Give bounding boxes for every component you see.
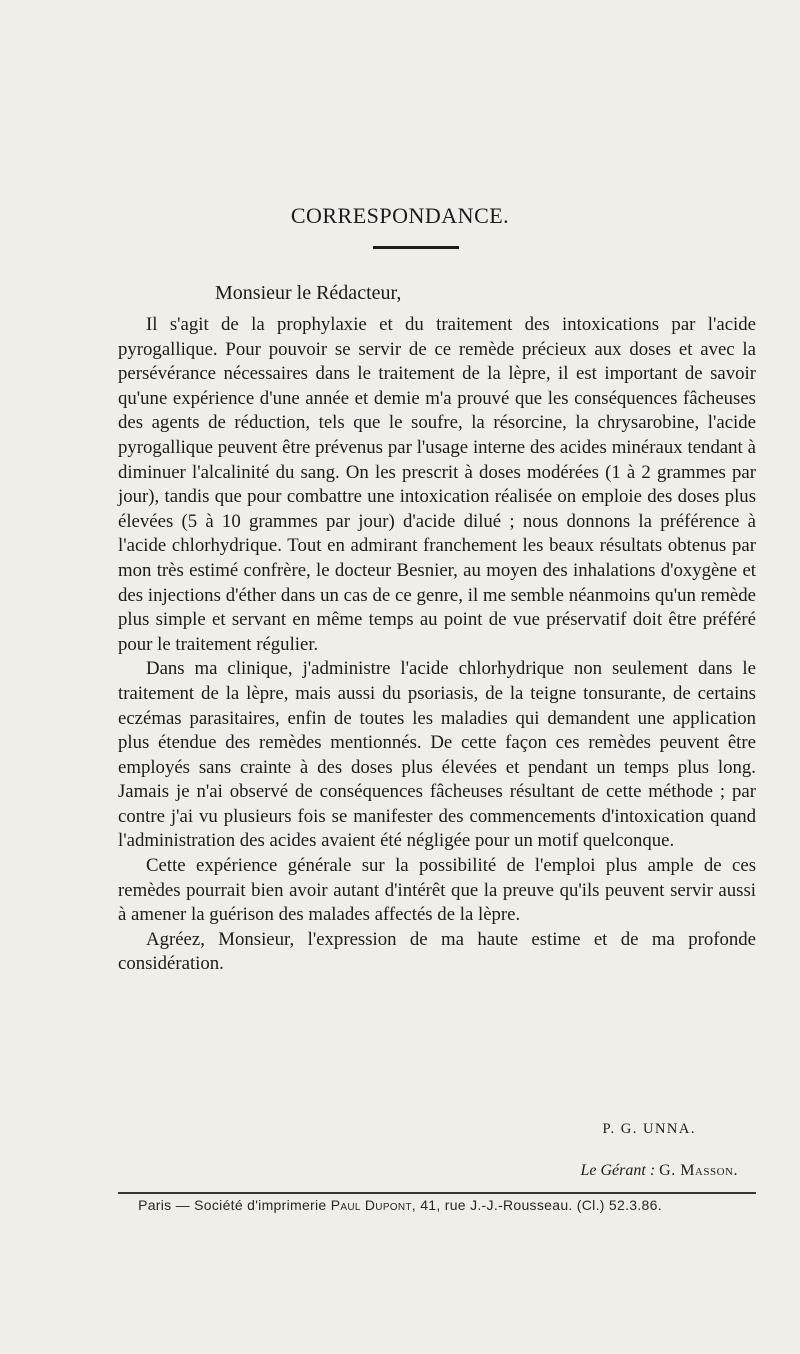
- letter-salutation: Monsieur le Rédacteur,: [215, 282, 402, 304]
- imprint-printer: Paul Dupont,: [330, 1197, 416, 1213]
- letter-paragraph-2: Dans ma clinique, j'administre l'acide chlorhydrique non seulement dans le traitement de la lèpre, mais aussi du psoriasis, de la teigne tonsurante, de certains eczémas parasitaires, enfin de toutes les maladies qui demandent une application plus étendue des remèdes mentionnés. De cette façon ces remèdes peuvent être employés sans crainte à des doses plus élevées et pendant un temps plus long. Jamais je n'ai observé de conséquences fâcheuses résultant de cette méthode ; par contre j'ai vu plusieurs fois se manifester des commencements d'intoxication quand l'administration des acides avaient été négligée pour un motif quelconque.: [118, 658, 756, 852]
- footer-rule: [118, 1192, 756, 1194]
- gerant-name: G. Masson.: [659, 1162, 738, 1179]
- imprint-footer: [0, 1197, 800, 1213]
- page-title: CORRESPONDANCE.: [290, 203, 510, 228]
- letter-paragraph-1: Il s'agit de la prophylaxie et du traitement des intoxications par l'acide pyrogallique. Pour pouvoir se servir de ce remède précieux aux doses et avec la persévérance nécessaires dans le traitement de la lèpre, il est important de savoir qu'une expérience d'une année et demie m'a prouvé que les conséquences fâcheuses des agents de réduction, tels que le soufre, la résorcine, la chrysarobine, l'acide pyrogallique peuvent être prévenus par l'usage interne des acides minéraux tendant à diminuer l'alcalinité du sang. On les prescrit à doses modérées (1 à 2 grammes par jour), tandis que pour combattre une intoxication réalisée on emploie des doses plus élevées (5 à 10 grammes par jour) d'acide dilué ; nous donnons la préférence à l'acide chlorhydrique. Tout en admirant franchement les beaux résultats obtenus par mon très estimé confrère, le docteur Besnier, au moyen des inhalations d'oxygène et des injections d'éther dans un cas de ce genre, il me semble néanmoins qu'un remède plus simple et servant en même temps au point de vue préservatif doit être préféré pour le traitement régulier.: [118, 314, 756, 655]
- imprint-text-before: Paris — Société d'imprimerie: [138, 1197, 331, 1213]
- imprint-text-after: 41, rue J.-J.-Rousseau. (Cl.) 52.3.86.: [416, 1197, 662, 1213]
- letter-paragraph-closing: Agréez, Monsieur, l'expression de ma haute estime et de ma profonde considération.: [118, 928, 756, 975]
- letter-body: [118, 313, 756, 977]
- title-divider: [373, 246, 459, 249]
- gerant-label: Le Gérant :: [580, 1162, 656, 1179]
- letter-paragraph-3: Cette expérience générale sur la possibilité de l'emploi plus ample de ces remèdes pourrait bien avoir autant d'intérêt que la preuve qu'ils peuvent servir aussi à amener la guérison des malades affectés de la lèpre.: [118, 855, 756, 926]
- gerant-line: [580, 1162, 738, 1180]
- letter-signature: P. G. UNNA.: [602, 1121, 696, 1137]
